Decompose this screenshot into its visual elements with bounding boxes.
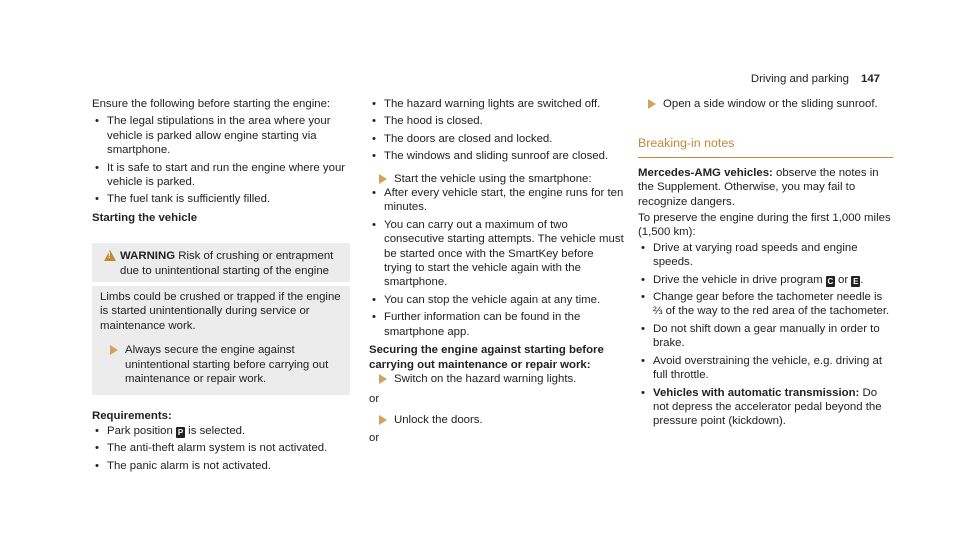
list-item: • The panic alarm is not activated. xyxy=(95,459,271,472)
amg-note: Mercedes-AMG vehicles: observe the notes in the Supplement. Otherwise, you may fail to recognize dangers. xyxy=(638,166,879,208)
action-step: Switch on the hazard warning lights. xyxy=(379,372,624,386)
list-item: • Change gear before the tachometer needle is ⅔ of the way to the red area of the tachometer. xyxy=(641,291,890,318)
action-arrow-icon xyxy=(648,99,656,109)
action-step: Unlock the doors. xyxy=(379,413,624,427)
column-2 xyxy=(369,97,624,446)
list-item: • Avoid overstraining the vehicle, e.g. driving at full throttle. xyxy=(641,354,882,382)
list-item: • You can stop the vehicle again at any time. xyxy=(372,293,601,306)
list-item: • The hood is closed. xyxy=(372,115,483,128)
list-item: • The doors are closed and locked. xyxy=(372,132,553,145)
page-number: 147 xyxy=(860,73,880,85)
drive-program-c-icon: C xyxy=(827,276,834,286)
or-text: or xyxy=(369,432,380,445)
warning-box xyxy=(92,243,350,394)
list-item: • The hazard warning lights are switched off. xyxy=(372,98,601,110)
list-item: • The anti-theft alarm system is not activated. xyxy=(95,442,328,455)
column-1 xyxy=(92,97,350,473)
action-arrow-icon xyxy=(110,345,118,355)
section-heading: Breaking-in notes xyxy=(638,136,893,157)
warning-label: WARNING xyxy=(120,250,176,263)
warning-icon xyxy=(104,250,116,261)
park-key-icon: P xyxy=(177,427,184,437)
drive-program-e-icon: E xyxy=(853,276,859,286)
warning-body: Limbs could be crushed or trapped if the engine is started unintentionally during service or maintenance work. xyxy=(100,291,341,332)
intro-text: Ensure the following before starting the engine: xyxy=(92,98,331,110)
warning-title: Risk of crushing or entrapment due to unintentional starting of the engine xyxy=(120,250,334,277)
action-arrow-icon xyxy=(379,374,387,384)
action-arrow-icon xyxy=(379,174,387,184)
section-title: Driving and parking xyxy=(750,73,849,85)
preserve-text: To preserve the engine during the first 1,000 miles (1,500 km): xyxy=(638,212,891,239)
action-arrow-icon xyxy=(379,415,387,425)
starting-heading: Starting the vehicle xyxy=(92,211,198,224)
list-item: • It is safe to start and run the engine where your vehicle is parked. xyxy=(95,161,346,189)
list-item: • The legal stipulations in the area where your vehicle is parked allow engine starting via smartphone. xyxy=(95,115,331,157)
action-step: Start the vehicle using the smartphone: xyxy=(379,172,624,186)
page-header xyxy=(751,72,880,86)
list-item: • You can carry out a maximum of two consecutive starting attempts. The vehicle must be started once with the SmartKey before trying to start the vehicle again with the smartphone. xyxy=(372,218,624,289)
securing-heading: Securing the engine against starting before carrying out maintenance or repair work: xyxy=(369,344,604,371)
requirements-heading: Requirements: xyxy=(92,409,172,422)
or-text: or xyxy=(369,393,380,406)
list-item: • Further information can be found in the smartphone app. xyxy=(372,311,581,338)
list-item: • The windows and sliding sunroof are closed. xyxy=(372,150,609,163)
list-item: • Drive the vehicle in drive program C or E . xyxy=(641,273,864,286)
list-item: • After every vehicle start, the engine runs for ten minutes. xyxy=(372,187,624,214)
list-item: • Drive at varying road speeds and engine speeds. xyxy=(641,241,858,269)
list-item: • Park position P is selected. xyxy=(95,424,246,437)
list-item: • Vehicles with automatic transmission: Do not depress the accelerator pedal beyond the pressure point (kickdown). xyxy=(641,386,882,428)
column-3 xyxy=(638,97,893,429)
list-item: • Do not shift down a gear manually in order to brake. xyxy=(641,322,880,350)
warning-action: Always secure the engine against unintentional starting before carrying out maintenance or repair work. xyxy=(110,343,342,386)
list-item: • The fuel tank is sufficiently filled. xyxy=(95,193,271,206)
action-step: Open a side window or the sliding sunroof. xyxy=(648,97,893,111)
divider xyxy=(92,282,350,286)
